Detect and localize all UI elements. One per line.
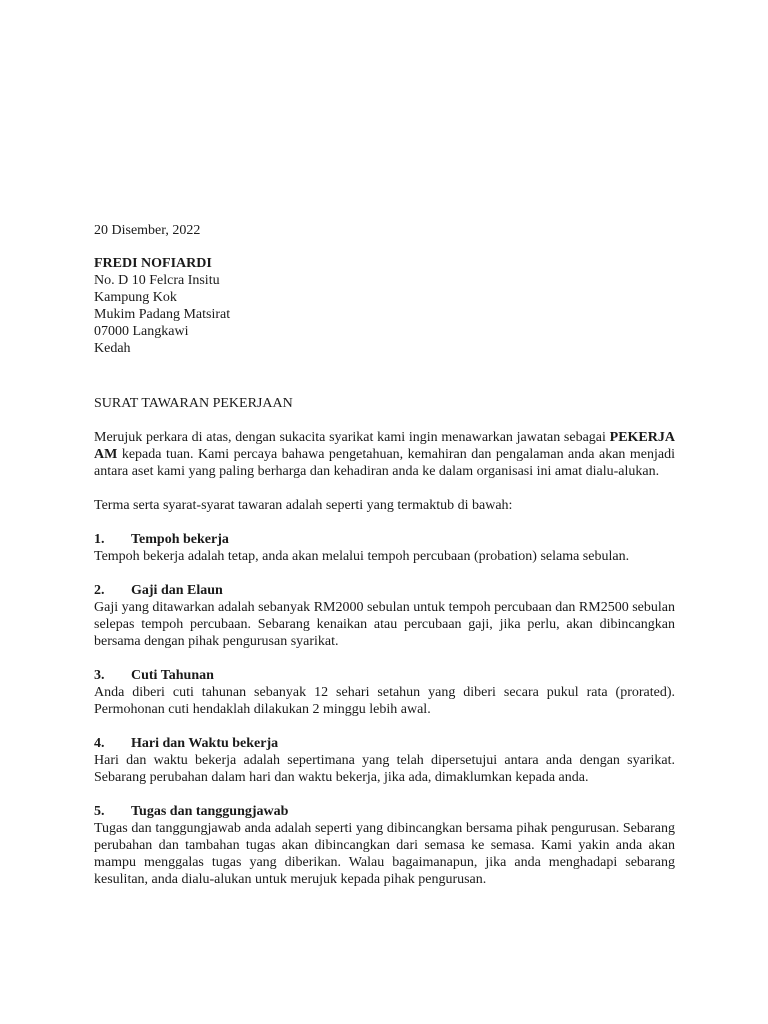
section-heading [94,531,675,548]
section-body: Gaji yang ditawarkan adalah sebanyak RM2000 sebulan untuk tempoh percubaan dan RM2500 sebulan selepas tempoh percubaan. Sebarang kenaikan atau percubaan gaji, jika perlu, akan dibincangkan bersama dengan pihak pengurusan syarikat. [94,600,675,649]
section-heading [94,667,675,684]
section-body: Tempoh bekerja adalah tetap, anda akan melalui tempoh percubaan (probation) selama sebulan. [94,549,630,564]
term-section-duties [94,803,675,888]
section-body: Anda diberi cuti tahunan sebanyak 12 sehari setahun yang diberi secara pukul rata (prorated). Permohonan cuti hendaklah dilakukan 2 minggu lebih awal. [94,685,675,717]
recipient-block [94,255,675,357]
letter-subject: SURAT TAWARAN PEKERJAAN [94,396,293,411]
intro-text-after: kepada tuan. Kami percaya bahawa pengetahuan, kemahiran dan pengalaman anda akan menjadi antara aset kami yang paling berharga dan kehadiran anda ke dalam organisasi ini amat dialu-alukan. [94,447,675,479]
section-body: Hari dan waktu bekerja adalah sepertimana yang telah dipersetujui antara anda dengan syarikat. Sebarang perubahan dalam hari dan waktu bekerja, jika ada, dimaklumkan kepada anda. [94,753,675,785]
section-number: 2. [94,583,105,598]
term-section-annual-leave [94,667,675,718]
address-line: Kampung Kok [94,290,177,305]
section-title: Hari dan Waktu bekerja [131,736,279,751]
job-position: PEKERJA AM [94,430,675,462]
section-number: 1. [94,532,105,547]
term-section-working-hours [94,735,675,786]
intro-paragraph [94,429,675,480]
section-title: Gaji dan Elaun [131,583,223,598]
address-line: 07000 Langkawi [94,324,189,339]
recipient-name: FREDI NOFIARDI [94,256,212,271]
section-heading [94,735,675,752]
section-heading [94,803,675,820]
address-line: Kedah [94,341,131,356]
address-line: Mukim Padang Matsirat [94,307,231,322]
term-section-salary [94,582,675,650]
address-line: No. D 10 Felcra Insitu [94,273,220,288]
section-heading [94,582,675,599]
section-number: 4. [94,736,105,751]
section-title: Cuti Tahunan [131,668,214,683]
terms-intro: Terma serta syarat-syarat tawaran adalah seperti yang termaktub di bawah: [94,498,513,513]
section-title: Tugas dan tanggungjawab [131,804,289,819]
section-number: 3. [94,668,105,683]
section-body: Tugas dan tanggungjawab anda adalah seperti yang dibincangkan bersama pihak pengurusan. Sebarang perubahan dan tambahan tugas akan dibincangkan dari semasa ke semasa. Kami yakin anda akan mampu menggalas tugas yang diberikan. Walau bagaimanapun, jika anda menghadapi sebarang kesulitan, anda dialu-alukan untuk merujuk kepada pihak pengurusan. [94,821,675,887]
section-number: 5. [94,804,105,819]
letter-date: 20 Disember, 2022 [94,223,201,238]
letter-body [94,222,675,888]
intro-text-before: Merujuk perkara di atas, dengan sukacita syarikat kami ingin menawarkan jawatan sebagai [94,430,610,445]
section-title: Tempoh bekerja [131,532,229,547]
term-section-probation [94,531,675,565]
